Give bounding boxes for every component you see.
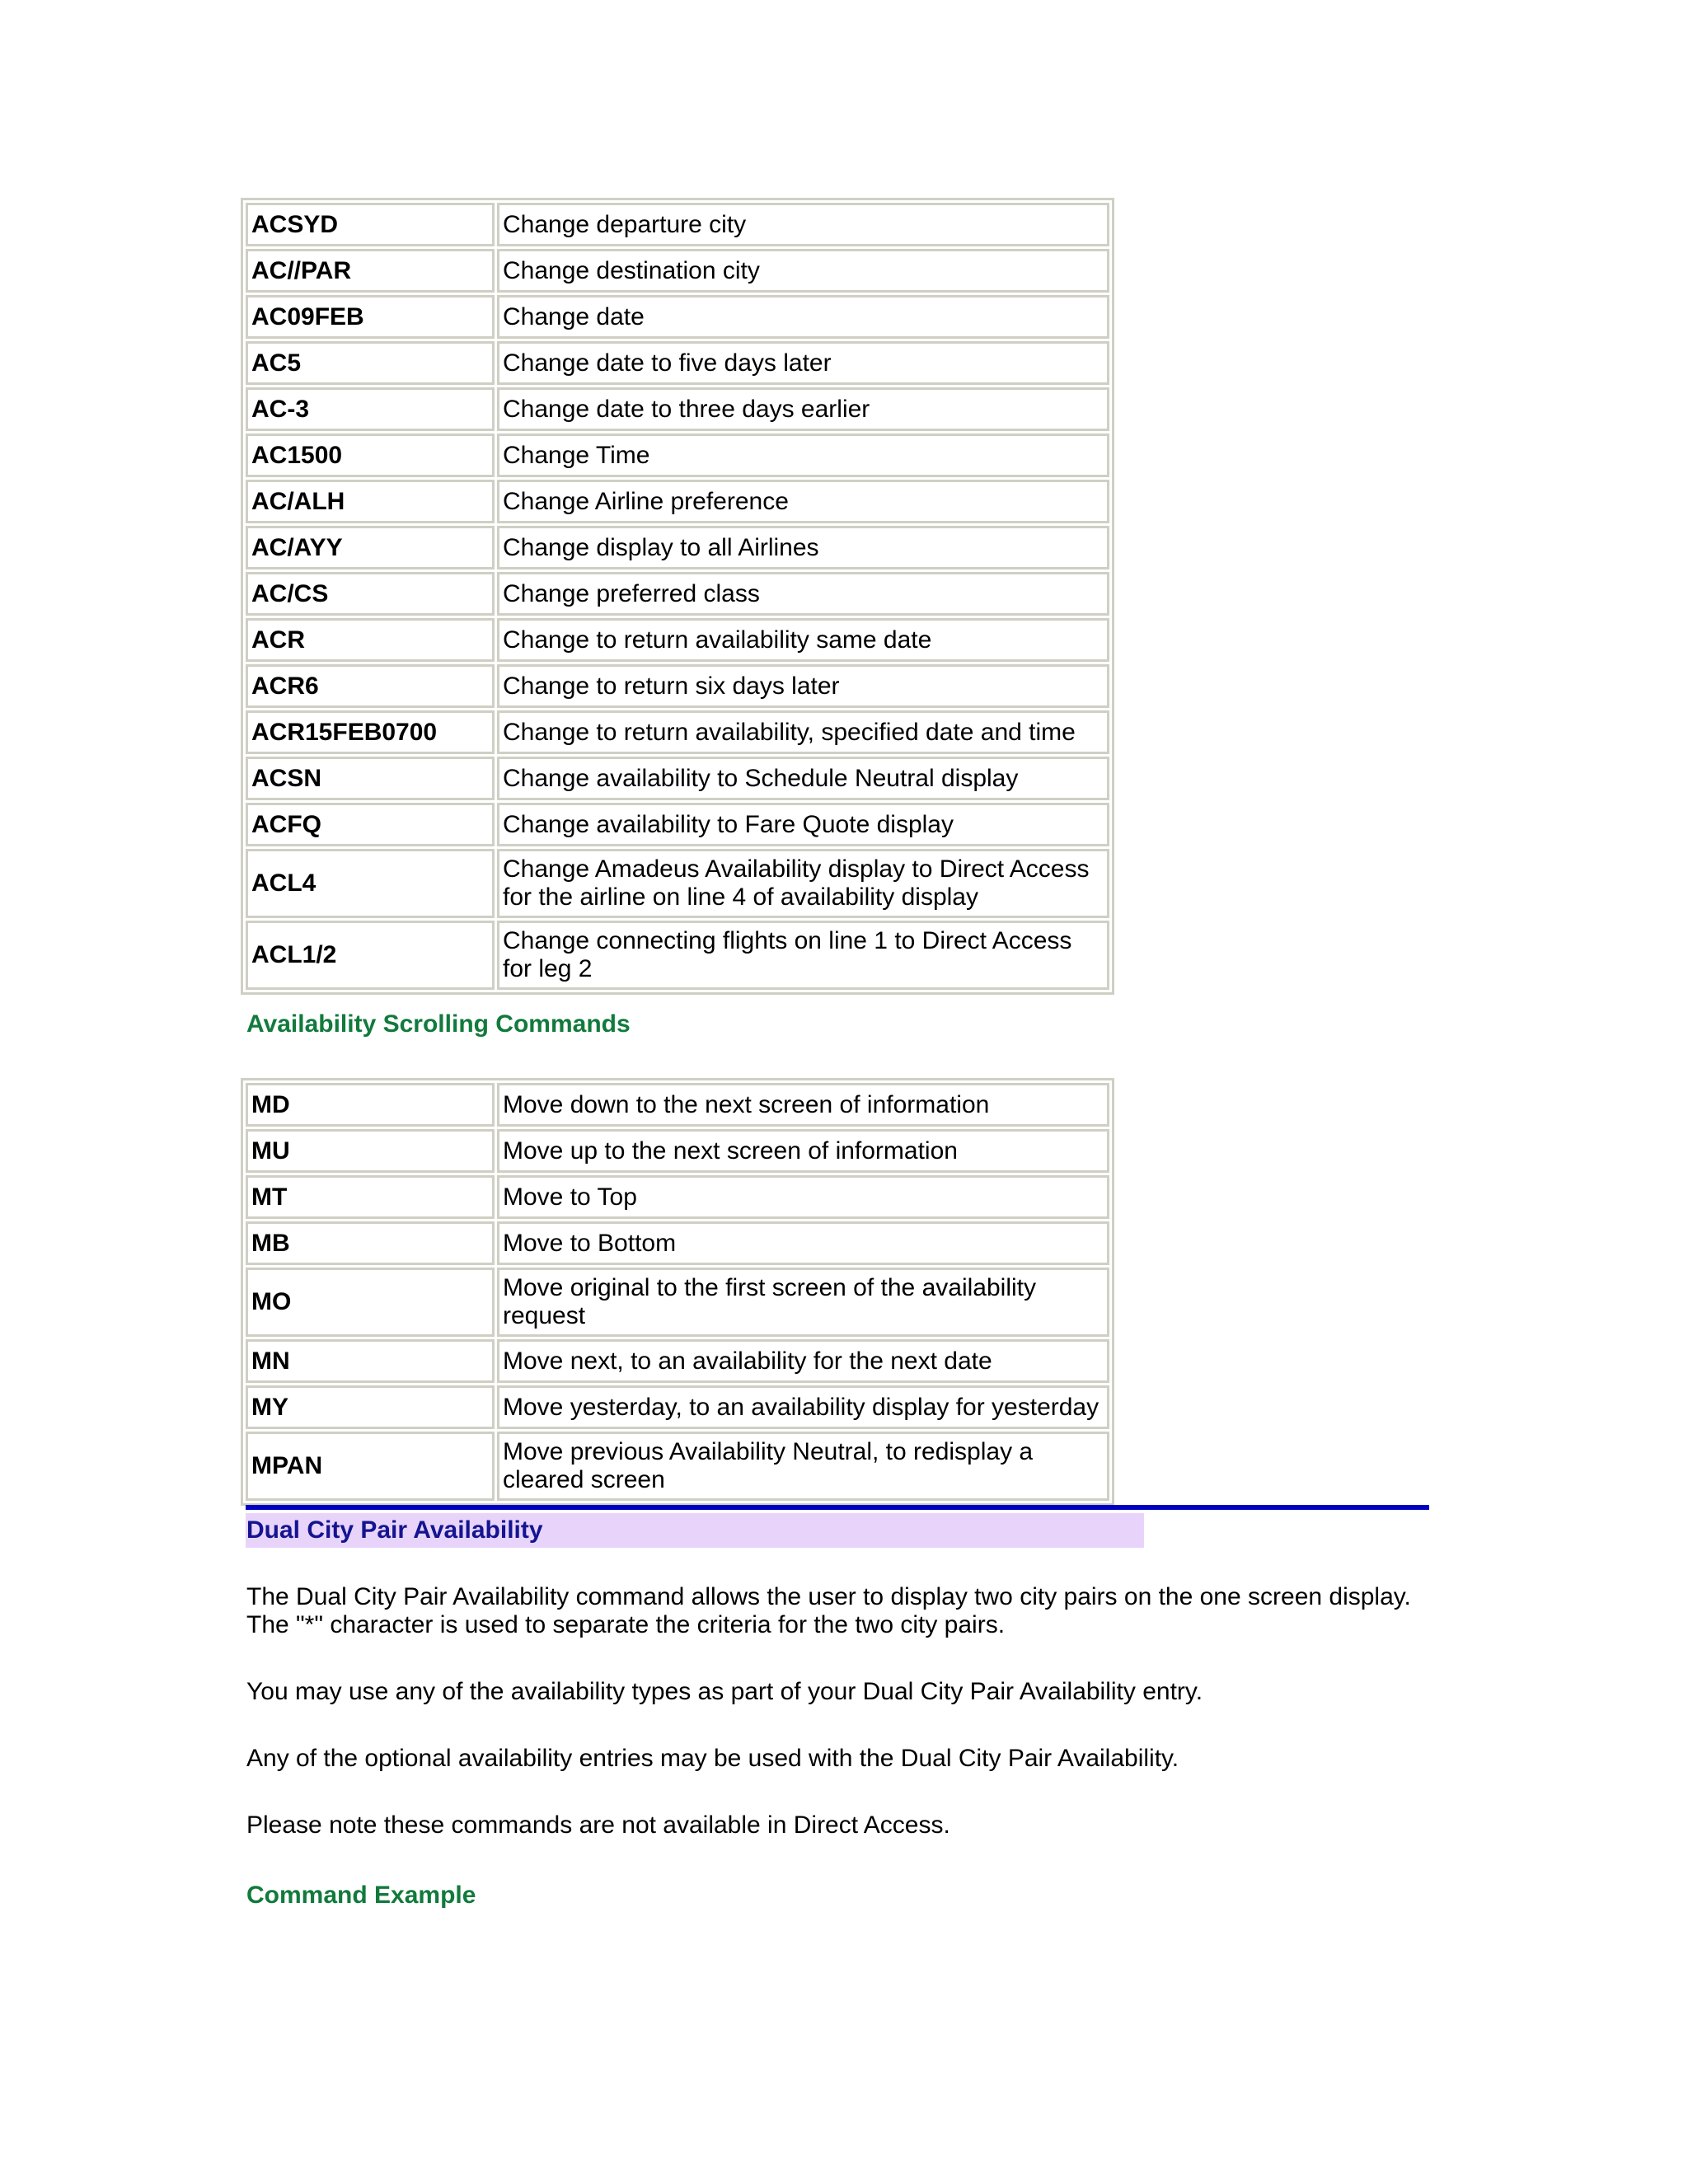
command-description: Change Airline preference	[497, 480, 1109, 523]
dual-city-section-title: Dual City Pair Availability	[246, 1516, 543, 1544]
command-description: Change availability to Fare Quote display	[497, 803, 1109, 846]
command-code: ACR	[246, 618, 495, 662]
command-code: ACSN	[246, 757, 495, 800]
command-description: Move down to the next screen of information	[497, 1083, 1109, 1127]
command-code: ACR6	[246, 664, 495, 708]
scrolling-commands-heading: Availability Scrolling Commands	[246, 1010, 631, 1038]
command-description: Change preferred class	[497, 572, 1109, 616]
table-row	[246, 1221, 1109, 1265]
table-row	[246, 1432, 1109, 1501]
command-description: Move original to the first screen of the availability request	[497, 1268, 1109, 1337]
command-code: MT	[246, 1175, 495, 1219]
command-description: Change Amadeus Availability display to Direct Access for the airline on line 4 of availability display	[497, 849, 1109, 918]
paragraph: You may use any of the availability types as part of your Dual City Pair Availability entry.	[246, 1678, 1203, 1705]
section-divider	[246, 1505, 1429, 1510]
command-description: Change connecting flights on line 1 to Direct Access for leg 2	[497, 921, 1109, 990]
command-description: Change Time	[497, 434, 1109, 477]
command-code: ACR15FEB0700	[246, 710, 495, 754]
command-code: ACFQ	[246, 803, 495, 846]
paragraph: The Dual City Pair Availability command allows the user to display two city pairs on the one screen display. The "*" character is used to separate the criteria for the two city pairs.	[246, 1583, 1411, 1638]
command-example-heading: Command Example	[246, 1882, 476, 1909]
command-code: MY	[246, 1385, 495, 1429]
command-code: AC5	[246, 341, 495, 385]
table-row	[246, 849, 1109, 918]
table-row	[246, 1175, 1109, 1219]
command-code: AC/AYY	[246, 526, 495, 569]
command-description: Change date to five days later	[497, 341, 1109, 385]
command-code: MPAN	[246, 1432, 495, 1501]
command-description: Move to Bottom	[497, 1221, 1109, 1265]
command-description: Change date	[497, 295, 1109, 339]
command-code: AC//PAR	[246, 249, 495, 293]
table-row	[246, 1339, 1109, 1383]
command-description: Change destination city	[497, 249, 1109, 293]
command-code: AC/CS	[246, 572, 495, 616]
command-description: Move to Top	[497, 1175, 1109, 1219]
command-code: AC1500	[246, 434, 495, 477]
table-row	[246, 1385, 1109, 1429]
table-row	[246, 1268, 1109, 1337]
table-row	[246, 295, 1109, 339]
table-row	[246, 921, 1109, 990]
command-code: AC/ALH	[246, 480, 495, 523]
command-description: Move next, to an availability for the next date	[497, 1339, 1109, 1383]
table-row	[246, 757, 1109, 800]
command-description: Change display to all Airlines	[497, 526, 1109, 569]
table-row	[246, 710, 1109, 754]
table-row	[246, 434, 1109, 477]
command-code: AC09FEB	[246, 295, 495, 339]
command-description: Change date to three days earlier	[497, 387, 1109, 431]
table-row	[246, 664, 1109, 708]
command-code: ACL4	[246, 849, 495, 918]
table-row	[246, 249, 1109, 293]
command-code: MB	[246, 1221, 495, 1265]
command-code: MU	[246, 1129, 495, 1173]
table-row	[246, 1083, 1109, 1127]
scrolling-commands-table	[241, 1078, 1114, 1506]
paragraph: Please note these commands are not available in Direct Access.	[246, 1811, 950, 1839]
command-description: Move previous Availability Neutral, to redisplay a cleared screen	[497, 1432, 1109, 1501]
command-description: Change to return availability, specified date and time	[497, 710, 1109, 754]
command-code: ACL1/2	[246, 921, 495, 990]
change-commands-table	[241, 198, 1114, 995]
command-code: MN	[246, 1339, 495, 1383]
table-row	[246, 480, 1109, 523]
table-row	[246, 203, 1109, 246]
command-code: ACSYD	[246, 203, 495, 246]
table-row	[246, 1129, 1109, 1173]
table-row	[246, 341, 1109, 385]
command-description: Change to return six days later	[497, 664, 1109, 708]
command-code: MO	[246, 1268, 495, 1337]
table-row	[246, 572, 1109, 616]
command-description: Change to return availability same date	[497, 618, 1109, 662]
command-description: Move up to the next screen of information	[497, 1129, 1109, 1173]
table-row	[246, 387, 1109, 431]
command-description: Change availability to Schedule Neutral display	[497, 757, 1109, 800]
command-code: MD	[246, 1083, 495, 1127]
command-description: Move yesterday, to an availability display for yesterday	[497, 1385, 1109, 1429]
table-row	[246, 618, 1109, 662]
table-row	[246, 803, 1109, 846]
command-code: AC-3	[246, 387, 495, 431]
paragraph: Any of the optional availability entries may be used with the Dual City Pair Availability.	[246, 1745, 1179, 1772]
command-description: Change departure city	[497, 203, 1109, 246]
table-row	[246, 526, 1109, 569]
